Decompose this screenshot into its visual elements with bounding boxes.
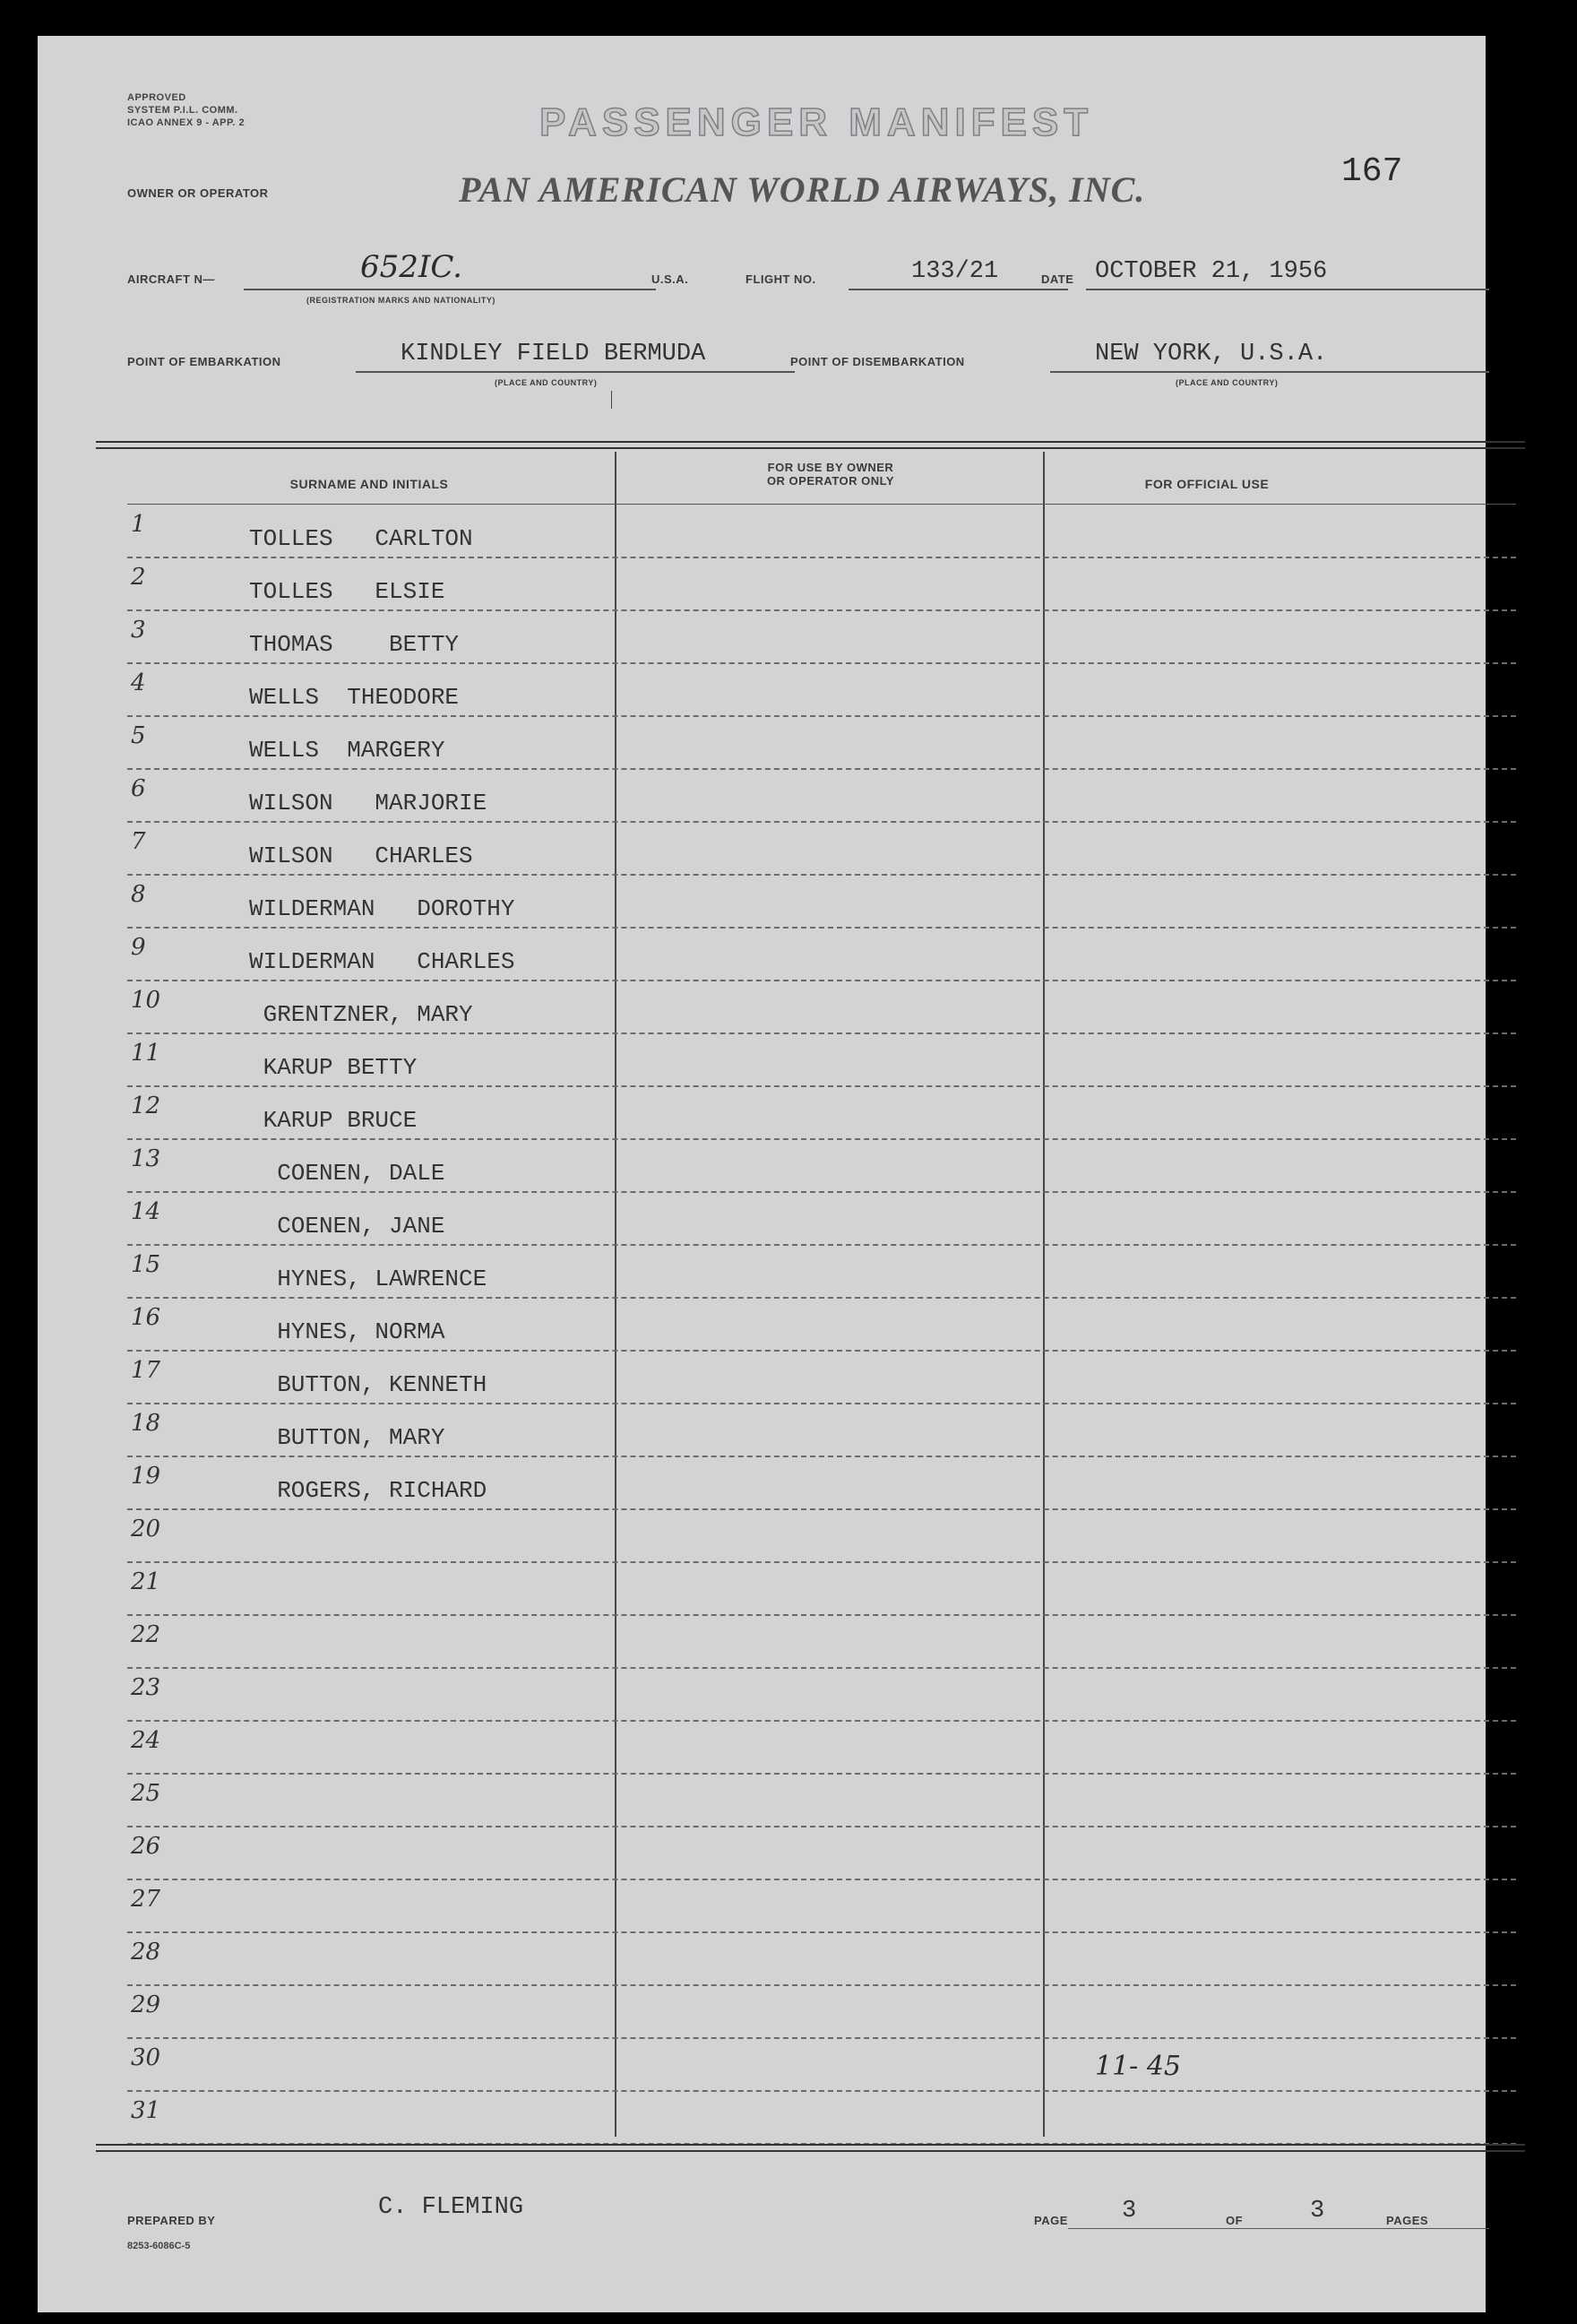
- row-number: 3: [131, 617, 146, 644]
- row-number: 15: [131, 1251, 161, 1278]
- row-number: 17: [131, 1357, 161, 1384]
- row-number: 22: [131, 1621, 161, 1648]
- table-row: [127, 1616, 1516, 1669]
- passenger-name: HYNES, NORMA: [249, 1318, 445, 1345]
- row-number: 4: [131, 670, 146, 696]
- approval-line: SYSTEM P.I.L. COMM.: [127, 105, 238, 116]
- passenger-name: COENEN, JANE: [249, 1213, 445, 1240]
- form-number: 8253-6086C-5: [127, 2241, 191, 2251]
- table-row: [127, 1669, 1516, 1722]
- row-number: 1: [131, 511, 146, 538]
- row-number: 8: [131, 881, 146, 908]
- page-number: 167: [1341, 152, 1403, 191]
- table-row: [127, 876, 1516, 929]
- total-pages-value: 3: [1310, 2198, 1325, 2225]
- table-row: [127, 664, 1516, 717]
- aircraft-underline: [244, 289, 656, 290]
- aircraft-label: AIRCRAFT N—: [127, 272, 215, 286]
- row-number: 9: [131, 934, 146, 961]
- footer-underline: [1068, 2228, 1489, 2229]
- table-row: [127, 929, 1516, 981]
- disembarkation-underline: [1050, 371, 1489, 373]
- row-number: 23: [131, 1674, 161, 1701]
- passenger-name: THOMAS BETTY: [249, 631, 460, 658]
- official-note: 11- 45: [1095, 2051, 1182, 2082]
- row-number: 13: [131, 1145, 161, 1172]
- date-label: DATE: [1041, 272, 1074, 286]
- passenger-name: BUTTON, MARY: [249, 1424, 445, 1451]
- passenger-name: WELLS MARGERY: [249, 737, 445, 764]
- embarkation-underline: [356, 371, 795, 373]
- passenger-name: GRENTZNER, MARY: [249, 1001, 473, 1028]
- table-row: [127, 1457, 1516, 1510]
- approval-line: APPROVED: [127, 92, 186, 103]
- table-row: [127, 1722, 1516, 1775]
- row-number: 27: [131, 1886, 161, 1913]
- embarkation-caption: (PLACE AND COUNTRY): [495, 378, 598, 387]
- passenger-name: WILSON MARJORIE: [249, 790, 487, 816]
- row-number: 10: [131, 987, 161, 1014]
- owner-column-header: [620, 461, 1041, 488]
- table-row: [127, 2092, 1516, 2145]
- row-number: 20: [131, 1516, 161, 1542]
- official-column-header: FOR OFFICIAL USE: [1144, 477, 1270, 491]
- embarkation-label: POINT OF EMBARKATION: [127, 355, 281, 368]
- row-number: 26: [131, 1833, 161, 1860]
- passenger-name: WILDERMAN DOROTHY: [249, 895, 515, 922]
- table-row: [127, 1087, 1516, 1140]
- surname-column-header: SURNAME AND INITIALS: [289, 477, 449, 491]
- row-number: 5: [131, 722, 146, 749]
- aircraft-caption: (REGISTRATION MARKS AND NATIONALITY): [306, 296, 496, 305]
- table-row: [127, 1827, 1516, 1880]
- row-number: 25: [131, 1780, 161, 1807]
- date-value: OCTOBER 21, 1956: [1095, 258, 1328, 285]
- row-number: 21: [131, 1568, 161, 1595]
- owner-column-header-line: FOR USE BY OWNER: [767, 461, 894, 474]
- table-row: [127, 1352, 1516, 1404]
- row-number: 24: [131, 1727, 161, 1754]
- table-row: [127, 981, 1516, 1034]
- approval-stamp: [127, 91, 245, 129]
- table-row: [127, 1404, 1516, 1457]
- table-row: [127, 1299, 1516, 1352]
- airline-name: PAN AMERICAN WORLD AIRWAYS, INC.: [459, 169, 1146, 210]
- row-number: 28: [131, 1939, 161, 1965]
- table-row: [127, 717, 1516, 770]
- row-number: 31: [131, 2097, 161, 2124]
- date-underline: [1086, 289, 1489, 290]
- table-row: [127, 1510, 1516, 1563]
- passenger-name: TOLLES CARLTON: [249, 525, 473, 552]
- table-row: [127, 1563, 1516, 1616]
- passenger-name: TOLLES ELSIE: [249, 578, 445, 605]
- row-number: 6: [131, 775, 146, 802]
- passenger-name: BUTTON, KENNETH: [249, 1371, 487, 1398]
- usa-label: U.S.A.: [651, 272, 689, 286]
- passenger-name: WILSON CHARLES: [249, 842, 473, 869]
- of-label: OF: [1226, 2214, 1244, 2227]
- row-number: 16: [131, 1304, 161, 1331]
- embarkation-value: KINDLEY FIELD BERMUDA: [401, 341, 706, 367]
- page-label: PAGE: [1034, 2214, 1068, 2227]
- prepared-by-label: PREPARED BY: [127, 2214, 216, 2227]
- aircraft-value: 652IC.: [360, 249, 462, 285]
- table-top-rule: [96, 441, 1525, 449]
- disembarkation-label: POINT OF DISEMBARKATION: [790, 355, 965, 368]
- page-value: 3: [1122, 2198, 1137, 2225]
- passenger-name: WILDERMAN CHARLES: [249, 948, 515, 975]
- row-number: 2: [131, 564, 146, 591]
- passenger-name: ROGERS, RICHARD: [249, 1477, 487, 1504]
- manifest-sheet: [38, 36, 1486, 2312]
- table-row: [127, 823, 1516, 876]
- table-row: [127, 1933, 1516, 1986]
- row-number: 18: [131, 1410, 161, 1437]
- table-row: [127, 1193, 1516, 1246]
- passenger-name: KARUP BETTY: [249, 1054, 418, 1081]
- tick-mark: [611, 391, 612, 409]
- owner-column-header-line: OR OPERATOR ONLY: [766, 474, 895, 488]
- row-number: 30: [131, 2044, 161, 2071]
- table-row: [127, 2039, 1516, 2092]
- flight-label: FLIGHT NO.: [745, 272, 816, 286]
- flight-underline: [849, 289, 1068, 290]
- pages-label: PAGES: [1386, 2214, 1429, 2227]
- row-number: 11: [131, 1040, 161, 1067]
- disembarkation-caption: (PLACE AND COUNTRY): [1176, 378, 1279, 387]
- table-row: [127, 1775, 1516, 1827]
- table-row: [127, 1246, 1516, 1299]
- table-row: [127, 558, 1516, 611]
- table-bottom-rule: [96, 2144, 1525, 2152]
- flight-value: 133/21: [911, 258, 999, 285]
- passenger-name: KARUP BRUCE: [249, 1107, 418, 1134]
- table-row: [127, 611, 1516, 664]
- passenger-name: HYNES, LAWRENCE: [249, 1266, 487, 1292]
- prepared-by-value: C. FLEMING: [378, 2194, 524, 2221]
- table-row: [127, 770, 1516, 823]
- row-number: 29: [131, 1991, 161, 2018]
- row-number: 19: [131, 1463, 161, 1490]
- header-rule: [127, 504, 1516, 505]
- table-row: [127, 1034, 1516, 1087]
- table-row: [127, 1880, 1516, 1933]
- passenger-name: COENEN, DALE: [249, 1160, 445, 1187]
- row-number: 14: [131, 1198, 161, 1225]
- table-row: [127, 505, 1516, 558]
- row-number: 7: [131, 828, 146, 855]
- document-title: PASSENGER MANIFEST: [539, 100, 1094, 144]
- table-row: [127, 1140, 1516, 1193]
- passenger-name: WELLS THEODORE: [249, 684, 460, 711]
- disembarkation-value: NEW YORK, U.S.A.: [1095, 341, 1328, 367]
- table-row: [127, 1986, 1516, 2039]
- approval-line: ICAO ANNEX 9 - APP. 2: [127, 117, 246, 128]
- row-number: 12: [131, 1093, 161, 1119]
- owner-label: OWNER OR OPERATOR: [127, 186, 269, 200]
